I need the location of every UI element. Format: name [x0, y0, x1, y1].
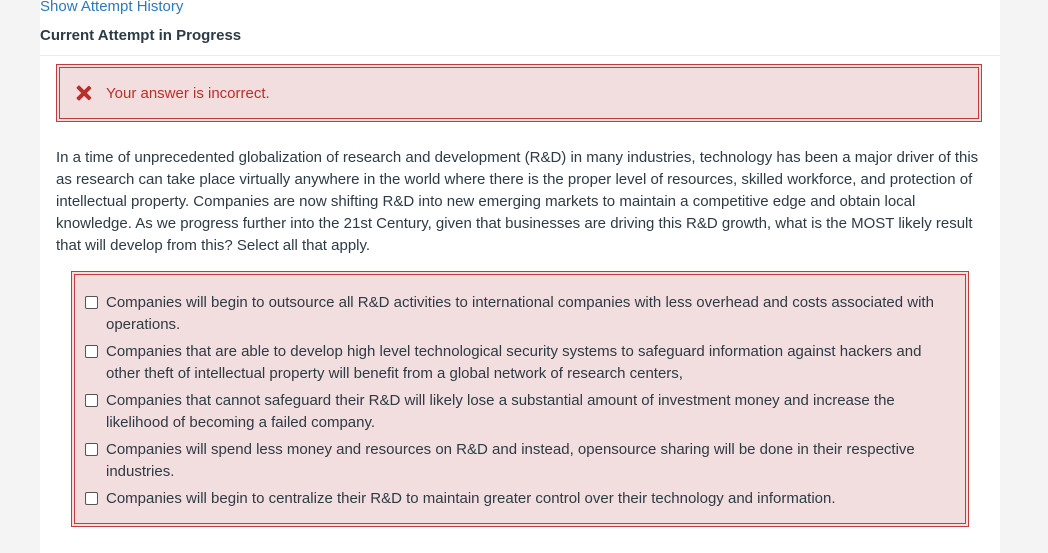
answer-option-1[interactable] — [85, 292, 955, 336]
answer-checkbox-2[interactable] — [85, 345, 98, 358]
answer-label-5[interactable]: Companies will begin to centralize their R&D to maintain greater control over their technology and information. — [106, 490, 836, 507]
answer-option-5[interactable] — [85, 488, 955, 510]
answer-checkbox-4[interactable] — [85, 443, 98, 456]
header-divider — [40, 55, 1000, 56]
attempt-title: Current Attempt in Progress — [40, 27, 242, 44]
incorrect-answer-alert — [56, 64, 982, 122]
answer-label-4[interactable]: Companies will spend less money and resources on R&D and instead, opensource sharing will be done in their respective industries. — [106, 441, 915, 480]
answer-option-4[interactable] — [85, 439, 955, 483]
x-icon — [74, 84, 92, 102]
answer-label-2[interactable]: Companies that are able to develop high level technological security systems to safeguard information against hackers and other theft of intellectual property will benefit from a global network of research centers, — [106, 343, 922, 382]
answer-list — [85, 292, 955, 515]
show-attempt-history-link[interactable]: Show Attempt History — [40, 0, 184, 15]
answer-checkbox-1[interactable] — [85, 296, 98, 309]
question-text: In a time of unprecedented globalization of research and development (R&D) in many industries, technology has been a major driver of this as research can take place virtually anywhere in the world where there is the proper level of resources, skilled workforce, and protection of intellectual property. Companies are now shifting R&D into new emerging markets to maintain a competitive edge and obtain local knowledge. As we progress further into the 21st Century, given that businesses are driving this R&D growth, what is the MOST likely result that will develop from this? Select all that apply. — [56, 149, 979, 254]
answer-checkbox-3[interactable] — [85, 394, 98, 407]
answer-label-3[interactable]: Companies that cannot safeguard their R&D will likely lose a substantial amount of investment money and increase the likelihood of becoming a failed company. — [106, 392, 895, 431]
answer-checkbox-5[interactable] — [85, 492, 98, 505]
answer-option-2[interactable] — [85, 341, 955, 385]
answers-panel — [71, 271, 969, 527]
answer-label-1[interactable]: Companies will begin to outsource all R&D activities to international companies with less overhead and costs associated with operations. — [106, 294, 934, 333]
answer-option-3[interactable] — [85, 390, 955, 434]
alert-message: Your answer is incorrect. — [106, 84, 270, 102]
